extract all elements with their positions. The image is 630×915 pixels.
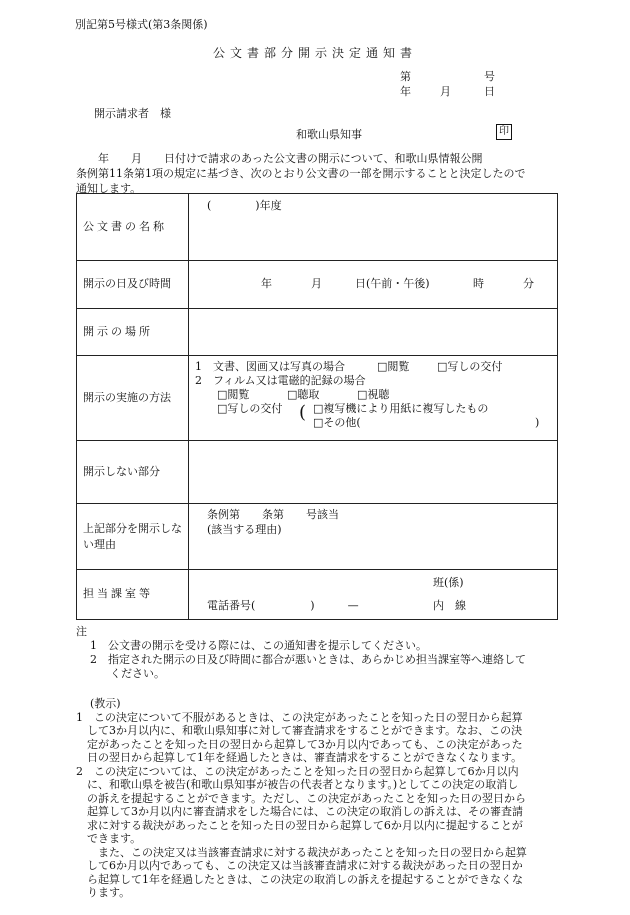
datetime-year: 年 bbox=[261, 277, 272, 290]
instruction-line: 起算して3か月以内に審査請求をした場合には、この決定の取消しの訴えは、その審査請 bbox=[87, 805, 523, 818]
label-disclosure-place: 開示の場所 bbox=[77, 309, 189, 356]
datetime-month: 月 bbox=[311, 277, 322, 290]
checkbox-photocopy[interactable]: □複写機により用紙に複写したもの bbox=[313, 402, 489, 415]
datetime-hour: 時 bbox=[473, 277, 484, 290]
instruction-line: 2 この決定については、この決定があったことを知った日の翌日から起算して6か月以内 bbox=[76, 764, 519, 778]
ordinance-article-field: 条例第 条第 号該当 bbox=[207, 508, 339, 521]
method-item-2: 2 フィルム又は電磁的記録の場合 bbox=[195, 374, 366, 387]
intro-paragraph bbox=[76, 151, 556, 196]
notes-section bbox=[76, 625, 576, 681]
checkbox-copy-1[interactable]: □写しの交付 bbox=[437, 360, 503, 373]
row-responsible-office bbox=[77, 570, 558, 620]
number-label-go: 号 bbox=[484, 70, 495, 83]
row-disclosure-place bbox=[77, 309, 558, 356]
note-item-2-cont: ください。 bbox=[110, 667, 165, 680]
instruction-line: 求に対する裁決があったことを知った日の翌日から起算して6か月以内に提起することが bbox=[87, 818, 523, 832]
value-disclosure-method bbox=[189, 356, 558, 441]
value-undisclosed-part bbox=[189, 441, 558, 504]
value-disclosure-datetime bbox=[189, 261, 558, 309]
date-day: 日 bbox=[484, 85, 495, 98]
instruction-line: また、この決定又は当該審査請求に対する裁決があったことを知った日の翌日から起算 bbox=[87, 845, 527, 859]
method-item-1: 1 文書、図画又は写真の場合 bbox=[195, 360, 345, 373]
issuer: 和歌山県知事 bbox=[296, 128, 362, 141]
instruction-line: 定があったことを知った日の翌日から起算して3か月以内であっても、この決定があった bbox=[87, 737, 523, 751]
label-disclosure-method: 開示の実施の方法 bbox=[77, 356, 189, 441]
label-undisclosed-part: 開示しない部分 bbox=[77, 441, 189, 504]
value-document-name bbox=[189, 194, 558, 261]
instruction-line: して3か月以内に、和歌山県知事に対して審査請求をすることができます。なお、この決 bbox=[87, 724, 523, 737]
label-responsible-office: 担当課室等 bbox=[77, 570, 189, 620]
row-document-name bbox=[77, 194, 558, 261]
bracket-close: ) bbox=[535, 416, 540, 429]
note-item-2: 2 指定された開示の日及び時間に都合が悪いときは、あらかじめ担当課室等へ連絡して bbox=[90, 653, 526, 666]
checkbox-copy-2[interactable]: □写しの交付 bbox=[217, 402, 283, 415]
instruction-line: 日の翌日から起算して1年を経過したときは、審査請求をすることができなくなります。 bbox=[87, 751, 523, 764]
datetime-day-ampm: 日(午前・午後) bbox=[355, 277, 430, 290]
bracket-open: ( bbox=[299, 402, 307, 423]
number-label-dai: 第 bbox=[400, 70, 411, 83]
row-nondisclosure-reason bbox=[77, 504, 558, 570]
checkbox-view-2[interactable]: □閲覧 bbox=[217, 388, 250, 401]
value-responsible-office bbox=[189, 570, 558, 620]
instruction-line: 1 この決定について不服があるときは、この決定があったことを知った日の翌日から起算 bbox=[76, 710, 523, 724]
instruction-line: に、和歌山県を被告(和歌山県知事が被告の代表者となります。)としてこの決定の取消し bbox=[87, 778, 519, 791]
intro-line: 通知します。 bbox=[76, 182, 142, 195]
checkbox-listen-2[interactable]: □聴取 bbox=[287, 388, 320, 401]
form-label: 別記第5号様式(第3条関係) bbox=[75, 18, 208, 31]
label-nondisclosure-reason: 上記部分を開示しない理由 bbox=[77, 504, 189, 570]
section-field: 班(係) bbox=[433, 576, 464, 589]
requester: 開示請求者 様 bbox=[94, 107, 171, 120]
instruction-line: ら起算して1年を経過したときは、この決定の取消しの訴えを提起することができなくな bbox=[87, 872, 523, 886]
instruction-line: の訴えを提起することができます。ただし、この決定があったことを知った日の翌日から bbox=[87, 791, 527, 805]
checkbox-view-1[interactable]: □閲覧 bbox=[377, 360, 410, 373]
checkbox-other[interactable]: □その他( bbox=[313, 416, 361, 429]
instruction-line: ります。 bbox=[87, 886, 131, 899]
value-nondisclosure-reason bbox=[189, 504, 558, 570]
intro-line: 年 月 日付けで請求のあった公文書の開示について、和歌山県情報公開 bbox=[76, 152, 483, 165]
date-month: 月 bbox=[440, 85, 451, 98]
value-disclosure-place bbox=[189, 309, 558, 356]
datetime-minute: 分 bbox=[523, 277, 534, 290]
instruction-line: して6か月以内であっても、この決定又は当該審査請求に対する裁決があった日の翌日か bbox=[87, 859, 523, 872]
label-disclosure-datetime: 開示の日及び時間 bbox=[77, 261, 189, 309]
fiscal-year-field: ( )年度 bbox=[207, 199, 282, 212]
applicable-reason-label: (該当する理由) bbox=[207, 523, 282, 536]
instruction-line: できます。 bbox=[87, 832, 142, 845]
seal-mark: 印 bbox=[496, 124, 512, 140]
row-disclosure-method bbox=[77, 356, 558, 441]
date-year: 年 bbox=[400, 85, 411, 98]
row-disclosure-datetime bbox=[77, 261, 558, 309]
instruction-heading: (教示) bbox=[90, 697, 121, 710]
row-undisclosed-part bbox=[77, 441, 558, 504]
label-document-name: 公文書の名称 bbox=[77, 194, 189, 261]
note-item-1: 1 公文書の開示を受ける際には、この通知書を提示してください。 bbox=[90, 639, 427, 652]
extension-field: 内 線 bbox=[433, 599, 466, 612]
phone-field: 電話番号( ) — bbox=[207, 599, 359, 612]
notice-table bbox=[76, 193, 558, 620]
checkbox-watch-2[interactable]: □視聴 bbox=[357, 388, 390, 401]
intro-line: 条例第11条第1項の規定に基づき、次のとおり公文書の一部を開示することと決定したので bbox=[76, 167, 526, 180]
instruction-section bbox=[76, 697, 576, 900]
document-title: 公文書部分開示決定通知書 bbox=[212, 46, 417, 60]
notes-heading: 注 bbox=[76, 625, 87, 638]
